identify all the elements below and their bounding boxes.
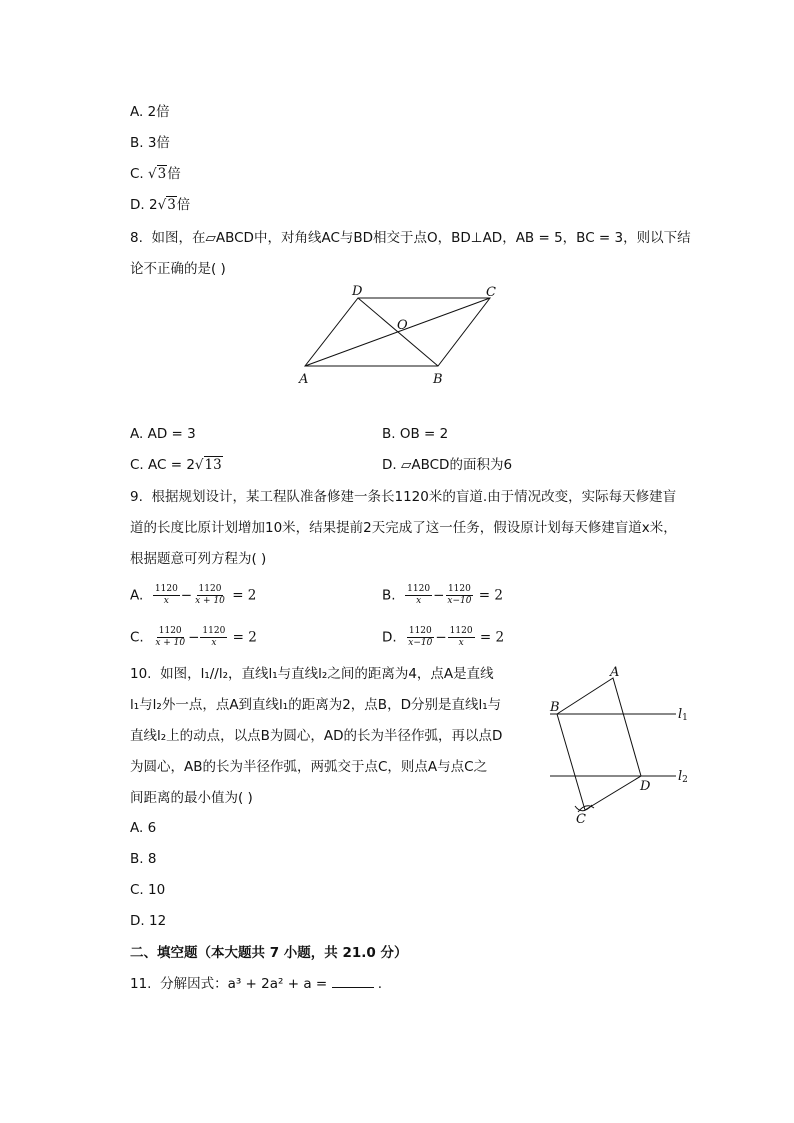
fraction: $\frac{1120}{x-10}$ xyxy=(447,584,472,606)
q11-end: . xyxy=(377,976,383,992)
point-label-d: D xyxy=(640,779,651,794)
fraction: $\frac{1120}{x}$ xyxy=(154,584,178,606)
option-label: C. xyxy=(130,629,144,646)
vertex-label-o: O xyxy=(397,318,408,333)
sqrt: √3 xyxy=(157,197,176,213)
q10-parallel-lines-figure xyxy=(520,662,700,832)
q8-text-1: 如图，在▱ABCD中，对角线AC与BD相交于点O，BD⊥AD，AB = 5，BC = 3，则以下结 xyxy=(151,230,691,246)
q8-parallelogram-figure xyxy=(290,282,510,392)
q11-text: 分解因式：a³ + 2a² + a = xyxy=(160,976,332,992)
option-label: A. xyxy=(130,587,144,604)
option-label: D. xyxy=(382,629,397,646)
equation-rhs: = 2 xyxy=(232,629,257,646)
vertex-label-a: A xyxy=(299,372,309,387)
q7-option-b: B. 3倍 xyxy=(130,135,170,151)
q10-number: 10. xyxy=(130,666,152,682)
sqrt: √13 xyxy=(194,457,222,473)
sqrt: √3 xyxy=(148,166,167,182)
q9-stem-line-1 xyxy=(130,487,676,507)
point-label-a: A xyxy=(610,665,620,680)
parallelogram-abdc xyxy=(557,678,641,810)
radicand: 3 xyxy=(167,197,176,213)
q9-option-d: D. $\frac{1120}{x-10}$ − $\frac{1120}{x}$ = 2 xyxy=(382,626,505,648)
q8-number: 8. xyxy=(130,230,143,246)
q10-stem-line-1 xyxy=(130,664,494,684)
q10-option-a: A. 6 xyxy=(130,820,157,836)
line-label-l1: l1 xyxy=(678,707,688,723)
q9-text-1: 根据规划设计，某工程队准备修建一条长1120米的盲道.由于情况改变，实际每天修建盲 xyxy=(151,489,677,505)
q8-option-d: D. ▱ABCD的面积为6 xyxy=(382,457,513,473)
q10-stem-line-3: 直线l₂上的动点，以点B为圆心，AD的长为半径作弧，再以点D xyxy=(130,728,503,744)
equation-rhs: = 2 xyxy=(232,587,257,604)
option-label: B. xyxy=(382,587,396,604)
q9-stem-line-2: 道的长度比原计划增加10米，结果提前2天完成了这一任务，假设原计划每天修建盲道x米， xyxy=(130,520,677,536)
q8-option-c-label: C. AC = 2 xyxy=(130,457,195,473)
q8-option-b: B. OB = 2 xyxy=(382,426,449,442)
q10-option-c: C. 10 xyxy=(130,882,166,898)
radicand: 3 xyxy=(157,166,167,182)
q10-stem-line-5: 间距离的最小值为( ) xyxy=(130,790,253,806)
equation-rhs: = 2 xyxy=(479,629,505,646)
radicand: 13 xyxy=(204,457,222,473)
equation-rhs: = 2 xyxy=(478,587,503,604)
line-label-l2: l2 xyxy=(678,769,688,785)
q9-option-a: A. $\frac{1120}{x}$ − $\frac{1120}{x + 10}$ = 2 xyxy=(130,584,257,606)
q9-option-b: B. $\frac{1120}{x}$ − $\frac{1120}{x-10}$ = 2 xyxy=(382,584,503,606)
q7-option-d-suffix: 倍 xyxy=(176,197,191,213)
q7-option-c xyxy=(130,164,181,184)
point-label-b: B xyxy=(550,700,560,715)
q9-number: 9. xyxy=(130,489,143,505)
fraction: $\frac{1120}{x}$ xyxy=(202,626,226,648)
vertex-label-b: B xyxy=(433,372,443,387)
answer-blank[interactable] xyxy=(332,975,374,988)
q7-option-a: A. 2倍 xyxy=(130,104,170,120)
q8-option-c xyxy=(130,455,223,475)
q7-option-d-label: D. 2 xyxy=(130,197,158,213)
q9-stem-line-3: 根据题意可列方程为( ) xyxy=(130,551,267,567)
fraction: $\frac{1120}{x}$ xyxy=(407,584,431,606)
q10-option-d: D. 12 xyxy=(130,913,167,929)
q8-option-a: A. AD = 3 xyxy=(130,426,196,442)
vertex-label-c: C xyxy=(486,285,496,300)
q7-option-d xyxy=(130,195,190,215)
q10-stem-line-2: l₁与l₂外一点，点A到直线l₁的距离为2，点B，D分别是直线l₁与 xyxy=(130,697,502,713)
fraction: $\frac{1120}{x + 10}$ xyxy=(155,626,186,648)
fraction: $\frac{1120}{x-10}$ xyxy=(408,626,433,648)
point-label-c: C xyxy=(576,812,586,827)
q8-stem-line-1 xyxy=(130,228,691,248)
q10-text-1: 如图，l₁//l₂，直线l₁与直线l₂之间的距离为4，点A是直线 xyxy=(160,666,494,682)
q10-stem-line-4: 为圆心，AB的长为半径作弧，两弧交于点C，则点A与点C之 xyxy=(130,759,488,775)
q11-stem xyxy=(130,974,382,994)
section-title-fill-in: 二、填空题（本大题共 7 小题，共 21.0 分） xyxy=(130,945,408,961)
q8-stem-line-2: 论不正确的是( ) xyxy=(130,261,226,277)
q7-option-c-label: C. xyxy=(130,166,149,182)
fraction: $\frac{1120}{x + 10}$ xyxy=(195,584,225,606)
vertex-label-d: D xyxy=(352,284,363,299)
q11-number: 11. xyxy=(130,976,152,992)
q9-option-c: C. $\frac{1120}{x + 10}$ − $\frac{1120}{x}$ = 2 xyxy=(130,626,257,648)
fraction: $\frac{1120}{x}$ xyxy=(449,626,473,648)
q10-option-b: B. 8 xyxy=(130,851,157,867)
q7-option-c-suffix: 倍 xyxy=(167,166,181,182)
